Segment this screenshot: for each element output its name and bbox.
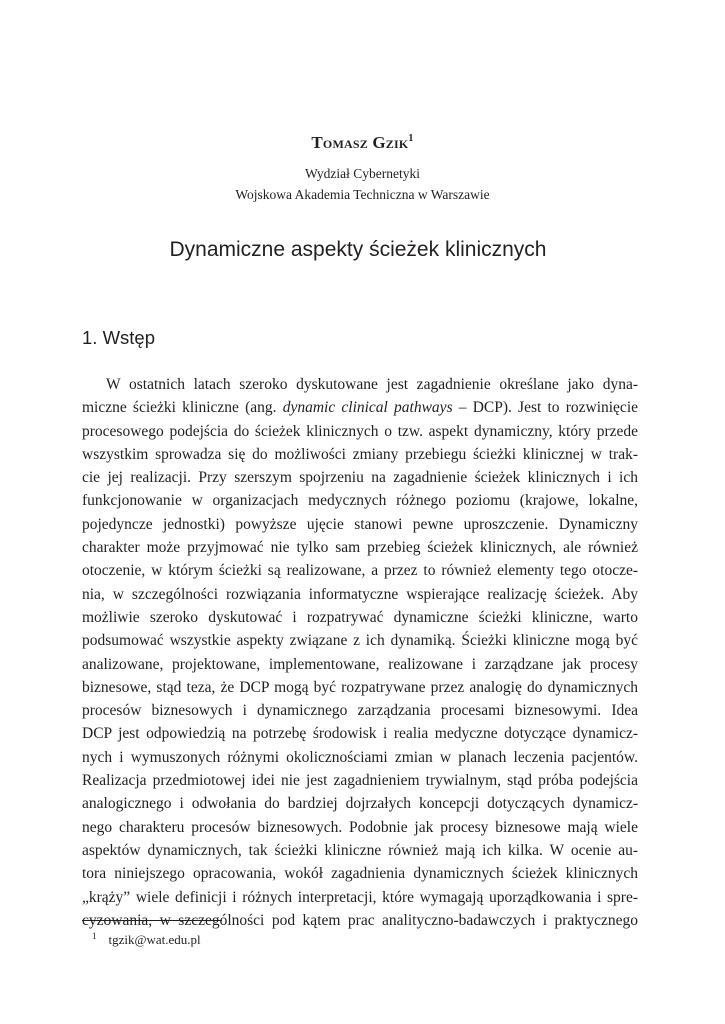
- affiliation-department: Wydział Cybernetyki: [304, 166, 421, 181]
- paragraph-line: DCP jest odpowiedzią na potrzebę środowisk i realia medyczne dotyczące dynamicz-: [82, 725, 638, 743]
- author-name-text: Tomasz Gzik: [311, 133, 409, 152]
- footnote: [92, 931, 201, 948]
- paragraph-line: nych i wymuszonych różnymi okolicznościami zmian w planach leczenia pacjentów.: [82, 748, 638, 766]
- paragraph-line: analizowane, projektowane, implementowane, realizowane i zarządzane jak procesy: [82, 655, 638, 673]
- paragraph-line: wszystkim sprowadza się do możliwości zmiany przebiegu ścieżki klinicznej w trak-: [82, 445, 638, 463]
- footnote-email: tgzik@wat.edu.pl: [108, 932, 201, 947]
- paragraph-line: aspektów dynamicznych, tak ścieżki kliniczne również mają ich kilka. W ocenie au-: [82, 841, 638, 859]
- paragraph-line: „krąży” wiele definicji i różnych interpretacji, które wymagają uporządkowania i spre-: [82, 888, 638, 906]
- paragraph-line: możliwie szeroko dyskutować i rozpatrywać dynamiczne ścieżki kliniczne, warto: [82, 608, 638, 626]
- paragraph-line: biznesowe, stąd teza, że DCP mogą być rozpatrywane przez analogię do dynamicznych: [82, 678, 638, 696]
- english-term: dynamic clinical pathways: [282, 399, 453, 417]
- paragraph-line: charakter może przyjmować nie tylko sam przebieg ścieżek klinicznych, ale również: [82, 539, 638, 557]
- paragraph-line: analogicznego i odwołania do bardziej dojrzałych koncepcji dotyczących dynamicz-: [82, 795, 638, 813]
- affiliation-institution: Wojskowa Akademia Techniczna w Warszawie: [235, 187, 490, 202]
- author-footnote-mark: 1: [408, 133, 414, 144]
- paragraph-line: procesowego podejścia do ścieżek klinicznych o tzw. aspekt dynamiczny, który przede: [82, 422, 638, 440]
- paragraph-line: W ostatnich latach szeroko dyskutowane jest zagadnienie określane jako dyna-: [106, 376, 638, 393]
- paragraph-line: nego charakteru procesów biznesowych. Podobnie jak procesy biznesowe mają wiele: [82, 818, 638, 836]
- paragraph-line: pojedyncze jednostki) powyższe ujęcie stanowi pewne uproszczenie. Dynamiczny: [82, 515, 638, 533]
- paragraph-line: miczne ścieżki kliniczne (ang. dynamic clinical pathways – DCP). Jest to rozwinięcie: [82, 399, 639, 417]
- paper-title: Dynamiczne aspekty ścieżek klinicznych: [169, 238, 547, 261]
- paragraph-line: Realizacja przedmiotowej idei nie jest zagadnieniem trywialnym, stąd próba podejścia: [82, 772, 638, 790]
- paragraph-line: funkcjonowanie w organizacjach medycznych różnego poziomu (krajowe, lokalne,: [82, 492, 638, 510]
- paragraph-line: cie jej realizacji. Przy szerszym spojrzeniu na zagadnienie ścieżek klinicznych i ich: [82, 469, 638, 487]
- paragraph-line: procesów biznesowych i dynamicznego zarządzania procesami biznesowymi. Idea: [82, 702, 638, 720]
- author-name: [0, 133, 725, 153]
- paragraph-line: otoczenie, w którym ścieżki są realizowane, a przez to również elementy tego otocze-: [82, 562, 638, 580]
- paragraph-line: tora niniejszego opracowania, wokół zagadnienia dynamicznych ścieżek klinicznych: [82, 865, 638, 883]
- footnote-divider: [82, 920, 222, 921]
- footnote-mark: 1: [92, 931, 97, 941]
- paragraph-line: cyzowania, w szczególności pod kątem prac analityczno-badawczych i praktycznego: [82, 911, 638, 929]
- section-heading: 1. Wstęp: [82, 327, 155, 348]
- body-paragraph: [82, 373, 638, 932]
- paragraph-line: nia, w szczególności rozwiązania informatyczne wspierające realizację ścieżek. Aby: [82, 585, 638, 603]
- paragraph-line: podsumować wszystkie aspekty związane z ich dynamiką. Ścieżki kliniczne mogą być: [82, 632, 638, 650]
